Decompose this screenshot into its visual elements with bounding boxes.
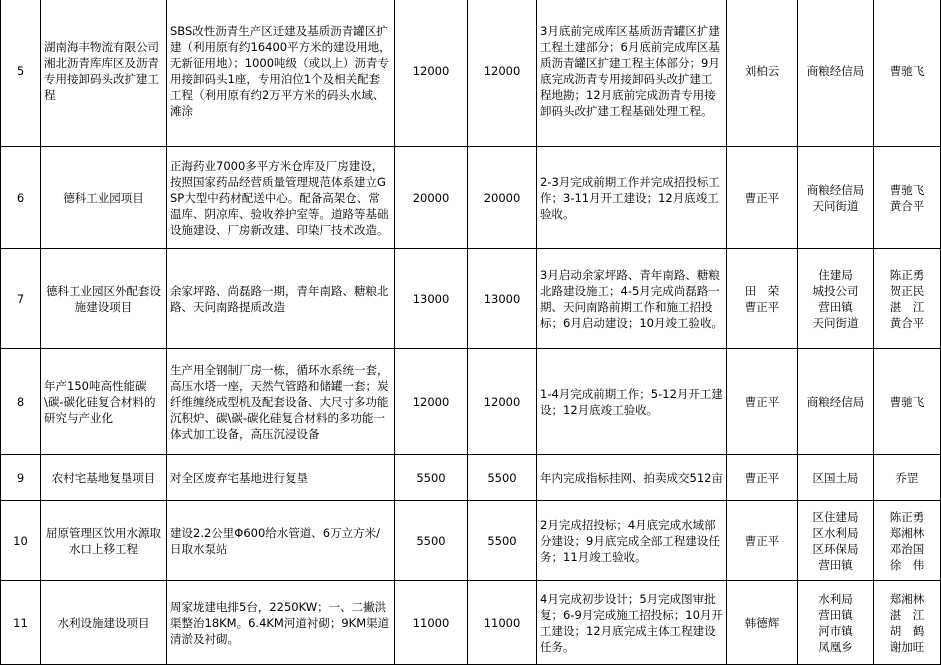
- responsible-unit-entry: 区水利局: [812, 525, 859, 540]
- table-row: [1, 455, 941, 501]
- construction-content: 正海药业7000多平方米仓库及厂房建设，按照国家药品经营质量管理规范体系建立GSP大型中药材配送中心。配备高架仓、常温库、阴凉库、验收养护室等。道路等基础设施建设、厂房新改建、印染厂技术改造。: [167, 147, 395, 249]
- responsible-person-entry: 郑湘林: [889, 525, 925, 540]
- responsible-unit: [798, 249, 874, 349]
- total-investment: 13000: [395, 249, 468, 349]
- responsible-unit-entry: 营田镇: [818, 557, 853, 572]
- responsible-leader-entry: 韩德辉: [744, 615, 780, 630]
- responsible-leader: [727, 249, 798, 349]
- total-investment: 5500: [395, 455, 468, 501]
- table-row: [1, 249, 941, 349]
- responsible-person-entry: 黄合平: [889, 198, 925, 213]
- annual-investment: 12000: [468, 349, 537, 455]
- table-row: [1, 349, 941, 455]
- responsible-leader: [727, 501, 798, 581]
- responsible-person-entry: 徐 伟: [889, 557, 925, 572]
- responsible-unit: [798, 581, 874, 665]
- responsible-person: [874, 147, 941, 249]
- construction-content: 对全区废弃宅基地进行复垦: [167, 455, 395, 501]
- responsible-person-entry: 胡 鹤: [889, 623, 925, 638]
- annual-investment: 5500: [468, 501, 537, 581]
- responsible-unit: [798, 349, 874, 455]
- responsible-person: [874, 581, 941, 665]
- responsible-person-entry: 贺正民: [889, 283, 925, 298]
- responsible-unit-entry: 区住建局: [812, 509, 859, 524]
- responsible-leader-entry: 曹正平: [744, 394, 780, 409]
- responsible-person-entry: 曹驰飞: [889, 182, 925, 197]
- annual-investment: 20000: [468, 147, 537, 249]
- responsible-unit: [798, 455, 874, 501]
- project-name: 年产150吨高性能碳\碳-碳化硅复合材料的研究与产业化: [41, 349, 167, 455]
- progress-plan: 4月完成初步设计；5月完成图审批复；6-9月完成施工招投标；10月开工建设；12月底完成主体工程建设任务。: [537, 581, 727, 665]
- construction-content: 生产用全钢制厂房一栋，循环水系统一套，高压水塔一座，天然气管路和储罐一套；炭纤维缠绕成型机及配套设备、大尺寸多功能沉积炉、碳\碳-碳化硅复合材料的多功能一体式加工设备，高压沉浸设备: [167, 349, 395, 455]
- responsible-person-entry: 曹驰飞: [889, 63, 925, 78]
- responsible-person-entry: 乔罡: [895, 470, 919, 485]
- responsible-unit-entry: 凤凰乡: [818, 639, 853, 654]
- project-name: 水利设施建设项目: [41, 581, 167, 665]
- table-row: [1, 581, 941, 665]
- annual-investment: 11000: [468, 581, 537, 665]
- progress-plan: 年内完成指标挂网、拍卖成交512亩: [537, 455, 727, 501]
- row-number: 5: [1, 0, 41, 147]
- progress-plan: 2-3月完成前期工作并完成招投标工作；3-11月开工建设；12月底竣工验收。: [537, 147, 727, 249]
- responsible-unit-entry: 商粮经信局: [806, 394, 865, 409]
- project-name: 屈原管理区饮用水源取水口上移工程: [41, 501, 167, 581]
- responsible-unit: [798, 501, 874, 581]
- row-number: 10: [1, 501, 41, 581]
- responsible-person-entry: 邓治国: [889, 541, 925, 556]
- responsible-person-entry: 湛 江: [889, 299, 925, 314]
- responsible-person-entry: 郑湘林: [889, 591, 925, 606]
- row-number: 9: [1, 455, 41, 501]
- responsible-unit-entry: 商粮经信局: [806, 182, 865, 197]
- responsible-unit-entry: 天问街道: [812, 315, 859, 330]
- annual-investment: 13000: [468, 249, 537, 349]
- progress-plan: 1-4月完成前期工作；5-12月开工建设；12月底竣工验收。: [537, 349, 727, 455]
- responsible-unit-entry: 河市镇: [818, 623, 853, 638]
- responsible-person-entry: 湛 江: [889, 607, 925, 622]
- total-investment: 20000: [395, 147, 468, 249]
- responsible-unit-entry: 水利局: [818, 591, 853, 606]
- project-name: 农村宅基地复垦项目: [41, 455, 167, 501]
- responsible-unit-entry: 营田镇: [818, 607, 853, 622]
- responsible-leader: [727, 581, 798, 665]
- responsible-unit-entry: 城投公司: [812, 283, 859, 298]
- total-investment: 5500: [395, 501, 468, 581]
- project-name: 德科工业园项目: [41, 147, 167, 249]
- row-number: 8: [1, 349, 41, 455]
- responsible-leader-entry: 曹正平: [744, 470, 780, 485]
- project-name: 德科工业园区外配套设施建设项目: [41, 249, 167, 349]
- progress-plan: 3月底前完成库区基质沥青罐区扩建工程土建部分；6月底前完成库区基质沥青罐区扩建工程主体部分；9月底完成沥青专用接卸码头改扩建工程地勘；12月底前完成沥青专用接卸码头改扩建工程基础处理工程。: [537, 0, 727, 147]
- annual-investment: 12000: [468, 0, 537, 147]
- total-investment: 11000: [395, 581, 468, 665]
- row-number: 6: [1, 147, 41, 249]
- responsible-unit: [798, 147, 874, 249]
- responsible-person-entry: 曹驰飞: [889, 394, 925, 409]
- construction-content: 周家垅建电排5台，2250KW；一、二撇洪渠整治18KM。6.4KM河道衬砌；9KM渠道清淤及衬砌。: [167, 581, 395, 665]
- project-name: 湖南海丰物流有限公司湘北沥青库库区及沥青专用接卸码头改扩建工程: [41, 0, 167, 147]
- responsible-unit: [798, 0, 874, 147]
- responsible-unit-entry: 营田镇: [818, 299, 853, 314]
- responsible-person: [874, 349, 941, 455]
- responsible-leader-entry: 曹正平: [744, 299, 780, 314]
- table-row: [1, 0, 941, 147]
- responsible-person-entry: 谢加旺: [889, 639, 925, 654]
- progress-plan: 2月完成招投标；4月底完成水域部分建设；9月底完成全部工程建设任务；11月竣工验收。: [537, 501, 727, 581]
- responsible-person-entry: 黄合平: [889, 315, 925, 330]
- responsible-person-entry: 陈正勇: [889, 509, 925, 524]
- row-number: 7: [1, 249, 41, 349]
- total-investment: 12000: [395, 0, 468, 147]
- responsible-person: [874, 249, 941, 349]
- responsible-leader: [727, 0, 798, 147]
- construction-content: 建设2.2公里Φ600给水管道、6万立方米/日取水泵站: [167, 501, 395, 581]
- table-row: [1, 147, 941, 249]
- responsible-leader-entry: 曹正平: [744, 533, 780, 548]
- responsible-leader: [727, 147, 798, 249]
- responsible-unit-entry: 住建局: [818, 267, 853, 282]
- responsible-unit-entry: 商粮经信局: [806, 63, 865, 78]
- responsible-leader: [727, 349, 798, 455]
- construction-content: SBS改性沥青生产区迁建及基质沥青罐区扩建（利用原有约16400平方米的建设用地，无新征用地）；1000吨级（或以上）沥青专用接卸码头1座，专用泊位1个及相关配套工程（利用原有约2万平方米的码头水域、滩涂: [167, 0, 395, 147]
- annual-investment: 5500: [468, 455, 537, 501]
- responsible-person-entry: 陈正勇: [889, 267, 925, 282]
- responsible-person: [874, 501, 941, 581]
- responsible-unit-entry: 区国土局: [812, 470, 859, 485]
- responsible-unit-entry: 区环保局: [812, 541, 859, 556]
- responsible-leader: [727, 455, 798, 501]
- row-number: 11: [1, 581, 41, 665]
- construction-content: 余家坪路、尚磊路一期，青年南路、糖粮北路、天问南路提质改造: [167, 249, 395, 349]
- responsible-person: [874, 455, 941, 501]
- responsible-unit-entry: 天问街道: [812, 198, 859, 213]
- responsible-leader-entry: 田 荣: [744, 283, 780, 298]
- responsible-leader-entry: 刘柏云: [744, 63, 780, 78]
- responsible-person: [874, 0, 941, 147]
- table-row: [1, 501, 941, 581]
- total-investment: 12000: [395, 349, 468, 455]
- progress-plan: 3月启动余家坪路、青年南路、糖粮北路建设施工；4-5月完成尚磊路一期、天问南路前期工作和施工招投标；6月启动建设；10月竣工验收。: [537, 249, 727, 349]
- responsible-leader-entry: 曹正平: [744, 190, 780, 205]
